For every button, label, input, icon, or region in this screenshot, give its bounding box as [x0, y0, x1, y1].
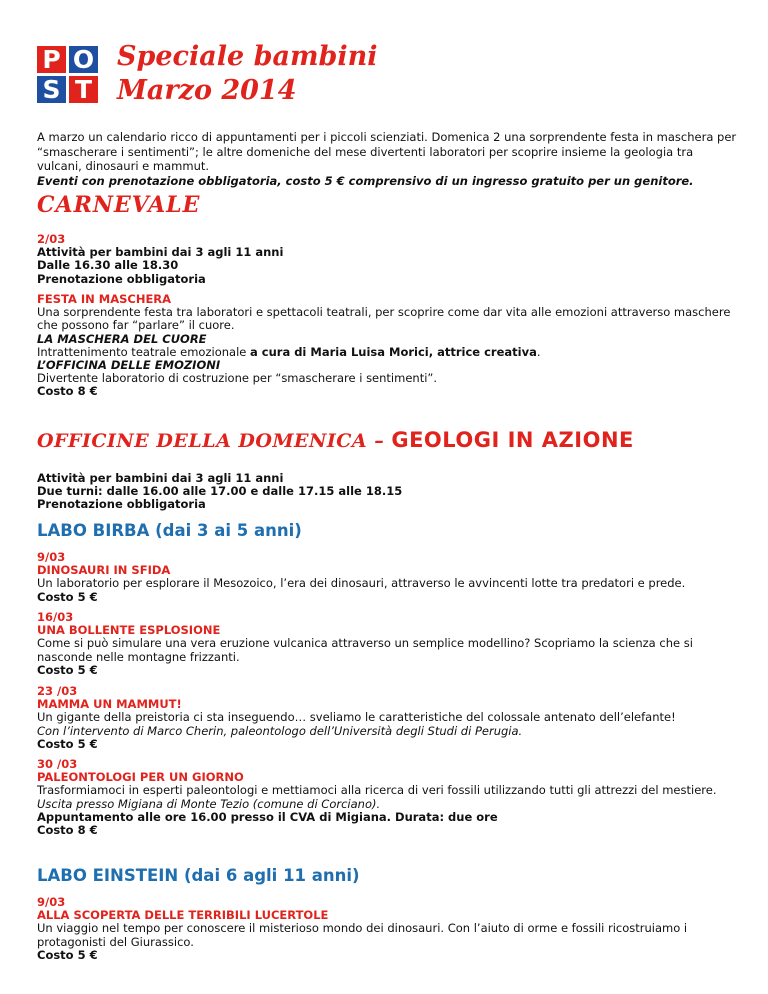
heading-part-b: GEOLOGI IN AZIONE	[391, 428, 634, 452]
carnevale-info	[37, 233, 737, 286]
event-extra: Con l’intervento di Marco Cherin, paleontologo dell’Università degli Studi di Perugia.	[37, 723, 523, 738]
intro-text: A marzo un calendario ricco di appuntamenti per i piccoli scienziati. Domenica 2 una sorprendente festa in maschera per “smascherare i sentimenti”; le altre domeniche del mese divertenti laboratori per scoprire insieme la geologia tra vulcani, dinosauri e mammut.	[37, 130, 737, 173]
logo-letter-s: S	[37, 76, 66, 103]
info-line: Prenotazione obbligatoria	[37, 271, 206, 286]
title-line-2: Marzo 2014	[117, 75, 297, 106]
event-title: UNA BOLLENTE ESPLOSIONE	[37, 623, 221, 638]
labo-birba-event-3	[37, 685, 737, 751]
logo-letter-o: O	[69, 46, 98, 73]
event-desc: Un viaggio nel tempo per conoscere il misterioso mondo dei dinosauri. Con l’aiuto di orme e fossili ricostruiamo i protagonisti del Giurassico.	[37, 921, 688, 949]
event-title: FESTA IN MASCHERA	[37, 292, 172, 306]
labo-birba-event-2	[37, 611, 737, 677]
info-line: Attività per bambini dai 3 agli 11 anni	[37, 245, 284, 260]
labo-birba-event-4	[37, 758, 737, 837]
event-cost: Costo 5 €	[37, 589, 98, 604]
event-date: 16/03	[37, 610, 74, 624]
logo-letter-p: P	[37, 46, 66, 73]
info-line: Due turni: dalle 16.00 alle 17.00 e dalle 17.15 alle 18.15	[37, 484, 403, 499]
event-date: 2/03	[37, 232, 66, 246]
sub-text-plain: Intrattenimento teatrale emozionale	[37, 344, 250, 359]
event-cost: Costo 8 €	[37, 384, 98, 399]
sub-title: L’OFFICINA DELLE EMOZIONI	[37, 358, 221, 373]
labo-einstein-heading: LABO EINSTEIN (dai 6 agli 11 anni)	[37, 866, 360, 885]
labo-birba-heading: LABO BIRBA (dai 3 ai 5 anni)	[37, 521, 302, 540]
post-logo	[37, 46, 101, 106]
event-desc: Un laboratorio per esplorare il Mesozoico, l’era dei dinosauri, attraverso le avvincenti lotte tra predatori e prede.	[37, 576, 686, 591]
carnevale-event	[37, 293, 737, 399]
event-date: 23 /03	[37, 684, 78, 698]
intro-note: Eventi con prenotazione obbligatoria, costo 5 € comprensivo di un ingresso gratuito per un genitore.	[37, 173, 694, 188]
event-cost: Costo 5 €	[37, 736, 98, 751]
officine-info	[37, 472, 737, 512]
intro-paragraph	[37, 130, 737, 188]
sub-text: Divertente laboratorio di costruzione per “smascherare i sentimenti”.	[37, 371, 438, 386]
event-date: 9/03	[37, 895, 66, 909]
sub-text-end: .	[536, 344, 541, 359]
info-line: Dalle 16.30 alle 18.30	[37, 258, 179, 273]
event-title: PALEONTOLOGI PER UN GIORNO	[37, 770, 244, 785]
event-desc: Trasformiamoci in esperti paleontologi e mettiamoci alla ricerca di veri fossili utilizzando tutti gli attrezzi del mestiere.	[37, 783, 717, 798]
event-desc: Come si può simulare una vera eruzione vulcanica attraverso un semplice modellino? Scopriamo la scienza che si nasconde nelle montagne frizzanti.	[37, 636, 693, 664]
event-extra-bold: Appuntamento alle ore 16.00 presso il CVA di Migiana. Durata: due ore	[37, 809, 498, 824]
event-title: ALLA SCOPERTA DELLE TERRIBILI LUCERTOLE	[37, 908, 329, 923]
event-cost: Costo 5 €	[37, 947, 98, 962]
info-line: Prenotazione obbligatoria	[37, 497, 206, 512]
title-line-1: Speciale bambini	[117, 41, 378, 72]
event-cost: Costo 8 €	[37, 823, 98, 838]
event-title: MAMMA UN MAMMUT!	[37, 697, 182, 712]
event-cost: Costo 5 €	[37, 662, 98, 677]
event-extra: Uscita presso Migiana di Monte Tezio (comune di Corciano).	[37, 796, 381, 811]
event-date: 9/03	[37, 550, 66, 564]
section-heading-officine	[37, 428, 634, 452]
labo-einstein-event-1	[37, 896, 737, 962]
event-title: DINOSAURI IN SFIDA	[37, 563, 171, 578]
logo-letter-t: T	[69, 76, 98, 103]
event-desc: Un gigante della preistoria ci sta inseguendo… sveliamo le caratteristiche del colossale antenato dell’elefante!	[37, 710, 676, 725]
page-title	[117, 40, 378, 108]
info-line: Attività per bambini dai 3 agli 11 anni	[37, 471, 284, 485]
sub-text-bold: a cura di Maria Luisa Morici, attrice creativa	[250, 344, 537, 359]
section-heading-carnevale: CARNEVALE	[37, 192, 201, 218]
event-date: 30 /03	[37, 757, 78, 771]
labo-birba-event-1	[37, 551, 737, 604]
heading-part-a: OFFICINE DELLA DOMENICA –	[37, 430, 392, 452]
event-desc: Una sorprendente festa tra laboratori e spettacoli teatrali, per scoprire come dar vita alle emozioni attraverso maschere che possono far “parlare” il cuore.	[37, 305, 731, 333]
sub-title: LA MASCHERA DEL CUORE	[37, 331, 207, 346]
